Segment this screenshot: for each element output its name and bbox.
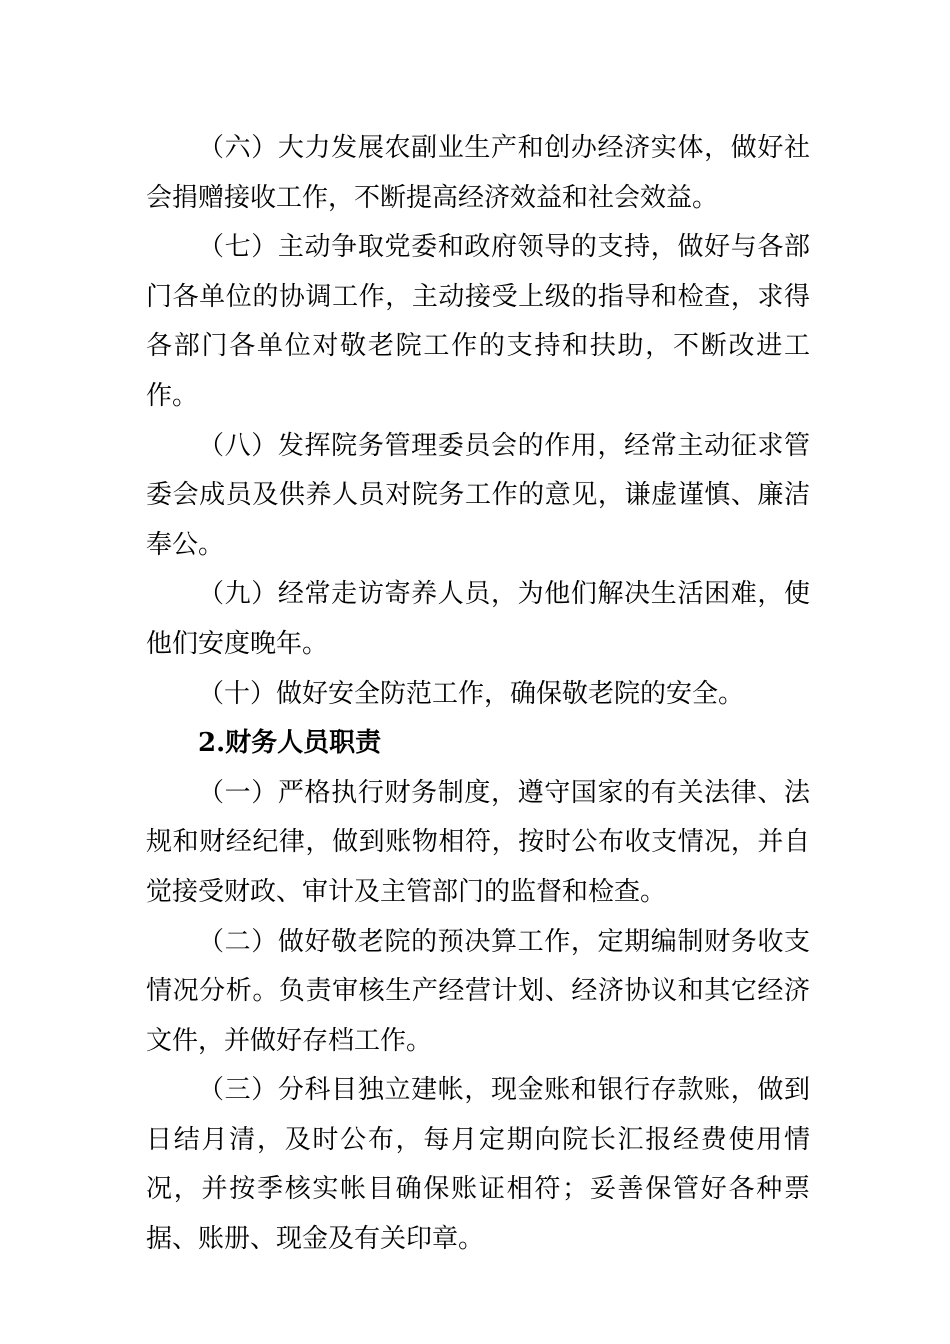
paragraph-item-10: （十）做好安全防范工作，确保敬老院的安全。 xyxy=(198,678,745,709)
finance-paragraph-1: （一）严格执行财务制度，遵守国家的有关法律、法规和财经纪律，做到账物相符，按时公布收支情况，并自觉接受财政、审计及主管部门的监督和检查。 xyxy=(146,777,810,907)
document-body xyxy=(146,124,810,1265)
paragraph-item-7: （七）主动争取党委和政府领导的支持，做好与各部门各单位的协调工作，主动接受上级的指导和检查，求得各部门各单位对敬老院工作的支持和扶助，不断改进工作。 xyxy=(146,232,810,411)
paragraph-item-8: （八）发挥院务管理委员会的作用，经常主动征求管委会成员及供养人员对院务工作的意见，谦虚谨慎、廉洁奉公。 xyxy=(146,430,810,560)
paragraph-item-9: （九）经常走访寄养人员，为他们解决生活困难，使他们安度晚年。 xyxy=(146,579,810,659)
section-heading-finance-duties: 2.财务人员职责 xyxy=(198,728,382,759)
paragraph-item-6: （六）大力发展农副业生产和创办经济实体，做好社会捐赠接收工作，不断提高经济效益和社会效益。 xyxy=(146,133,810,213)
finance-paragraph-2: （二）做好敬老院的预决算工作，定期编制财务收支情况分析。负责审核生产经营计划、经济协议和其它经济文件，并做好存档工作。 xyxy=(146,926,810,1056)
finance-paragraph-3: （三）分科目独立建帐，现金账和银行存款账，做到日结月清，及时公布，每月定期向院长汇报经费使用情况，并按季核实帐目确保账证相符；妥善保管好各种票据、账册、现金及有关印章。 xyxy=(146,1075,810,1255)
